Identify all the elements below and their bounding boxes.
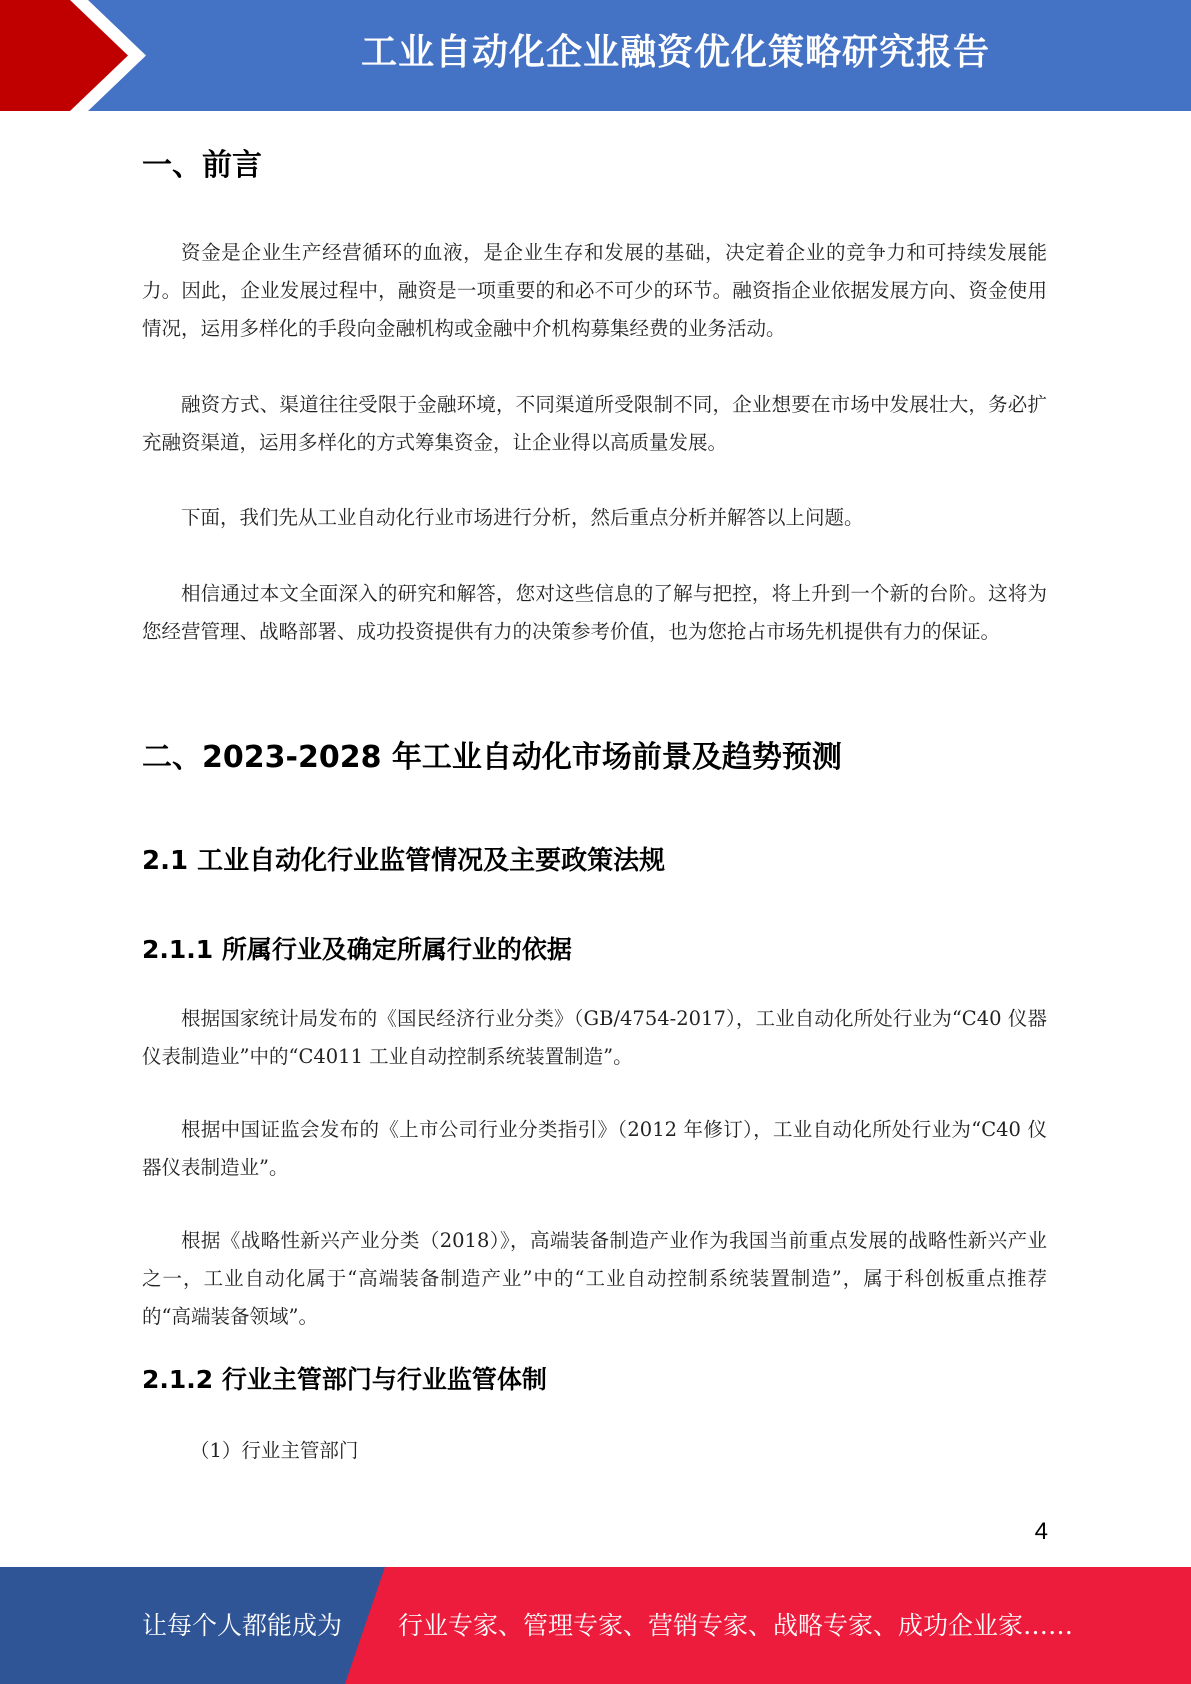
industry-basis-paragraph-3: 根据《战略性新兴产业分类（2018）》，高端装备制造产业作为我国当前重点发展的战略性新兴产业之一，工业自动化属于“高端装备制造产业”中的“工业自动控制系统装置制造”，属于科创板重点推荐的“高端装备领域”。 (142, 1229, 1047, 1328)
section-2-1-1-heading: 2.1.1 所属行业及确定所属行业的依据 (142, 935, 572, 964)
intro-paragraph-2: 融资方式、渠道往往受限于金融环境，不同渠道所受限制不同，企业想要在市场中发展壮大，务必扩充融资渠道，运用多样化的方式筹集资金，让企业得以高质量发展。 (142, 393, 1047, 454)
page-number: 4 (1034, 1518, 1048, 1545)
section-2-1-heading: 2.1 工业自动化行业监管情况及主要政策法规 (142, 846, 666, 876)
section-2-heading: 二、2023-2028 年工业自动化市场前景及趋势预测 (142, 740, 842, 775)
section-1-heading: 一、前言 (142, 148, 262, 183)
intro-paragraph-4: 相信通过本文全面深入的研究和解答，您对这些信息的了解与把控，将上升到一个新的台阶。这将为您经营管理、战略部署、成功投资提供有力的决策参考价值，也为您抢占市场先机提供有力的保证。 (142, 582, 1047, 643)
footer-slogan-right: 行业专家、管理专家、营销专家、战略专家、成功企业家…… (398, 1611, 1074, 1640)
intro-paragraph-3: 下面，我们先从工业自动化行业市场进行分析，然后重点分析并解答以上问题。 (181, 506, 864, 529)
list-item-authority: （1）行业主管部门 (190, 1439, 359, 1462)
industry-basis-paragraph-1: 根据国家统计局发布的《国民经济行业分类》（GB/4754-2017），工业自动化所处行业为“C40 仪器仪表制造业”中的“C4011 工业自动控制系统装置制造”。 (142, 1007, 1047, 1068)
report-footer (0, 1567, 1191, 1684)
chevron-arrow-icon (0, 0, 160, 111)
intro-paragraph-1: 资金是企业生产经营循环的血液，是企业生存和发展的基础，决定着企业的竞争力和可持续发展能力。因此，企业发展过程中，融资是一项重要的和必不可少的环节。融资指企业依据发展方向、资金使用情况，运用多样化的手段向金融机构或金融中介机构募集经费的业务活动。 (142, 241, 1047, 340)
report-header (0, 0, 1191, 111)
industry-basis-paragraph-2: 根据中国证监会发布的《上市公司行业分类指引》（2012 年修订），工业自动化所处行业为“C40 仪器仪表制造业”。 (142, 1118, 1047, 1179)
report-title: 工业自动化企业融资优化策略研究报告 (360, 32, 990, 73)
section-2-1-2-heading: 2.1.2 行业主管部门与行业监管体制 (142, 1365, 547, 1394)
footer-slogan-left: 让每个人都能成为 (142, 1611, 343, 1640)
